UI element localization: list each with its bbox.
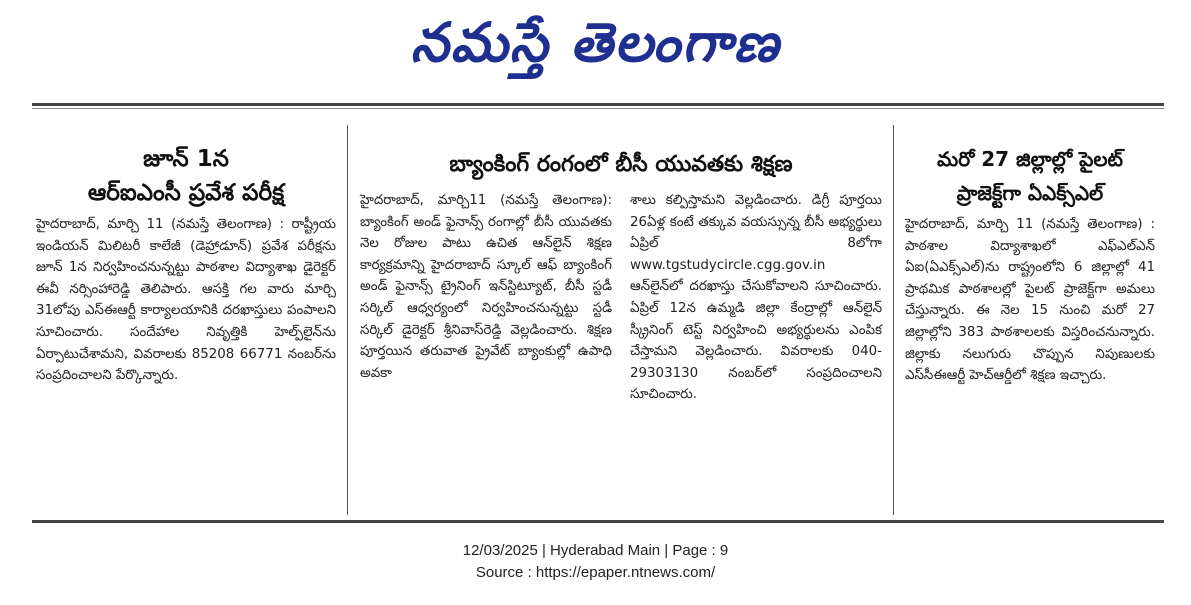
story-right-headline-line1: మరో 27 జిల్లాల్లో పైలట్ [937,147,1123,171]
story-left [36,142,336,387]
edition-info: 12/03/2025 | Hyderabad Main | Page : 9 [462,542,729,559]
story-left-headline-line2: ఆర్ఐఎంసీ ప్రవేశ పరీక్ష [87,180,285,206]
story-left-body: హైదరాబాద్, మార్చి 11 (నమస్తే తెలంగాణ) : రాష్ట్రీయ ఇండియన్ మిలిటరీ కాలేజీ (డెహ్రాడూన్) ప్రవేశ పరీక్షను జూన్ 1న నిర్వహించనున్నట్టు పాఠశాల విద్యాశాఖ డైరెక్టర్ ఈవీ నర్సింహారెడ్డి తెలిపారు. ఆసక్తి గల వారు మార్చి 31లోపు ఎస్ఈఆర్టీ కార్యాలయానికి దరఖాస్తులు పంపాలని సూచించారు. సందేహాల నివృత్తికి హెల్ప్‌లైన్‌ను ఏర్పాటుచేశామని, వివరాలకు 85208 66771 నంబర్‌ను సంప్రదించాలని పేర్కొన్నారు. [36,217,336,384]
story-right [905,142,1155,387]
top-rule-thin [32,108,1164,109]
story-left-headline [36,142,336,210]
column-divider-left [347,125,348,515]
story-middle-headline: బ్యాంకింగ్ రంగంలో బీసీ యువతకు శిక్షణ [449,152,793,177]
story-middle-body-col1: హైదరాబాద్, మార్చి11 (నమస్తే తెలంగాణ): బ్యాంకింగ్ అండ్ ఫైనాన్స్ రంగాల్లో బీసీ యువతకు నెల రోజుల పాటు ఉచిత ఆన్‌లైన్ శిక్షణ కార్యక్రమాన్ని హైదరాబాద్ స్కూల్ ఆఫ్ బ్యాంకింగ్ అండ్ ఫైనాన్స్ ట్రైనింగ్ ఇన్‌స్టిట్యూట్, బీసీ స్టడీ సర్కిల్ ఆధ్వర్యంలో నిర్వహించనున్నట్టు స్టడీ సర్కిల్ డైరెక్టర్ శ్రీనివాస్‌రెడ్డి వెల్లడించారు. శిక్షణ పూర్తయిన తరువాత ప్రైవేట్ బ్యాంకుల్లో ఉపాధి అవకా [360,193,612,381]
story-middle-body-col2: శాలు కల్పిస్తామని వెల్లడించారు. డిగ్రీ పూర్తయి 26ఏళ్ల కంటే తక్కువ వయస్సున్న బీసీ అభ్యర్థులు ఏప్రిల్ 8లోగా www.tgstudycircle.cgg.gov.in ఆన్‌లైన్‌లో దరఖాస్తు చేసుకోవాలని సూచించారు. ఏప్రిల్ 12న ఉమ్మడి జిల్లా కేంద్రాల్లో ఆన్‌లైన్ స్క్రీనింగ్ టెస్ట్ నిర్వహించి అభ్యర్థులను ఎంపిక చేస్తామని వెల్లడించారు. వివరాలకు 040-29303130 నంబర్‌లో సంప్రదించాలని సూచించారు. [630,193,882,403]
story-middle [360,148,882,406]
story-left-headline-line1: జూన్ 1న [143,146,229,172]
story-right-body: హైదరాబాద్, మార్చి 11 (నమస్తే తెలంగాణ) : పాఠశాల విద్యాశాఖలో ఎఫ్ఎల్ఎన్ ఏఐ(ఏఎక్స్ఎల్)ను రాష్ట్రంలోని 6 జిల్లాల్లో 41 ప్రాథమిక పాఠశాలల్లో పైలట్ ప్రాజెక్ట్‌గా అమలు చేస్తున్నారు. ఈ నెల 15 నుంచి మరో 27 జిల్లాల్లోని 383 పాఠశాలలకు విస్తరించనున్నారు. జిల్లాకు నలుగురు చొప్పున నిపుణులకు ఎస్‌సీఈఆర్టీ హెచ్ఆర్డీలో శిక్షణ ఇచ్చారు. [905,217,1155,384]
bottom-rule [32,520,1164,523]
column-divider-right [893,125,894,515]
story-right-headline [905,142,1155,210]
source-link[interactable]: Source : https://epaper.ntnews.com/ [475,564,716,581]
story-right-headline-line2: ప్రాజెక్ట్‌గా ఏఎక్స్ఎల్ [956,181,1104,205]
newspaper-logo: నమస్తే తెలంగాణ [410,11,781,74]
masthead [0,0,1191,100]
story-middle-columns [360,190,882,406]
footer [0,540,1191,584]
top-rule [32,103,1164,106]
